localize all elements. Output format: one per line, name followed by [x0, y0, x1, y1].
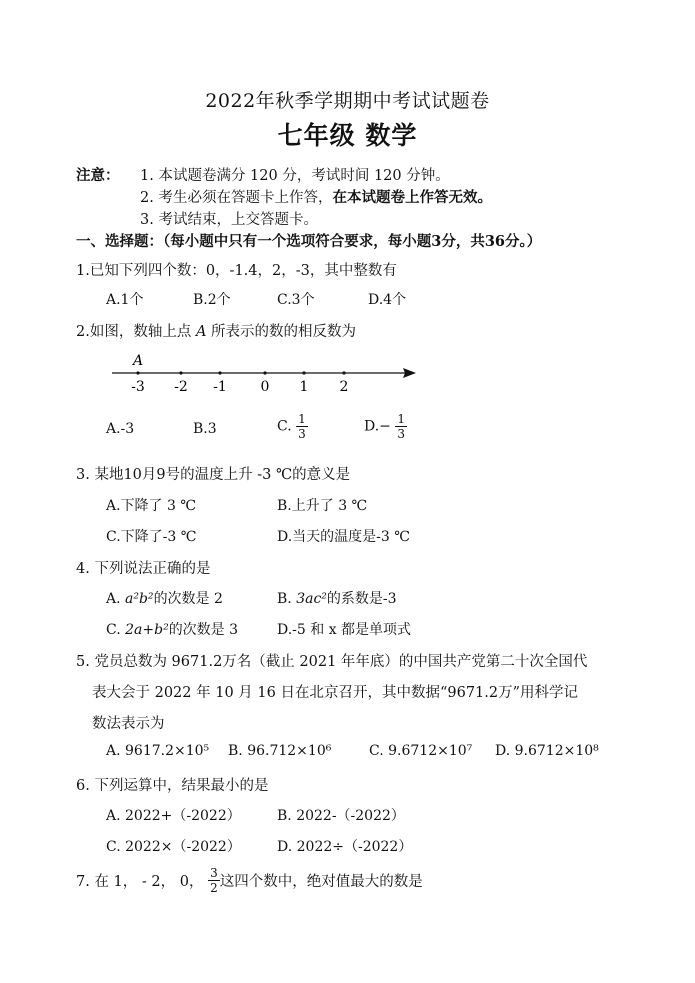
note-2: [140, 186, 492, 207]
q7-stem-pre: 7. 在 1， - 2， 0，: [76, 874, 204, 890]
q2-option-c-label: C.: [277, 418, 292, 435]
q4-c-label: C.: [106, 622, 121, 638]
q5-option-d: D. 9.6712×10⁸: [495, 743, 599, 759]
q2-option-c: [277, 412, 308, 441]
q3-stem: 3. 某地10月9号的温度上升 -3 ℃的意义是: [76, 467, 351, 483]
q3-option-d: D.当天的温度是-3 ℃: [277, 529, 410, 545]
tick-label--2: -2: [174, 379, 188, 395]
q2-c-den: 3: [298, 427, 306, 441]
q2-option-d-fraction: [395, 412, 407, 441]
tick-0: [263, 371, 266, 374]
q4-a-text: 的次数是 2: [153, 591, 223, 607]
tick--2: [179, 371, 182, 374]
q4-a-expr: a²b²: [125, 591, 154, 607]
q4-option-d: D.-5 和 x 都是单项式: [277, 622, 412, 638]
q4-stem: 4. 下列说法正确的是: [76, 561, 211, 577]
q7-frac-den: 2: [210, 881, 218, 895]
q6-option-b: B. 2022-（-2022）: [277, 808, 405, 824]
q3-option-b: B.上升了 3 ℃: [277, 498, 368, 514]
q6-option-c: C. 2022×（-2022）: [106, 839, 241, 855]
q4-a-label: A.: [106, 591, 121, 607]
q1-stem: 1.已知下列四个数：0，-1.4，2，-3，其中整数有: [76, 263, 397, 279]
q4-b-text: 的系数是-3: [326, 591, 397, 607]
q7-stem: [76, 866, 423, 895]
q2-d-den: 3: [397, 427, 405, 441]
q1-option-a: A.1个: [106, 292, 144, 308]
tick-label-0: 0: [260, 379, 270, 395]
q5-option-c: C. 9.6712×10⁷: [369, 743, 473, 759]
q6-stem: 6. 下列运算中，结果最小的是: [76, 778, 269, 794]
q7-fraction: [208, 866, 220, 895]
q4-b-label: B.: [277, 591, 292, 607]
tick-label--1: -1: [213, 379, 227, 395]
q6-option-d: D. 2022÷（-2022）: [277, 839, 413, 855]
tick-label-1: 1: [299, 379, 309, 395]
number-line: [0, 350, 695, 410]
q7-stem-post: 这四个数中，绝对值最大的数是: [219, 874, 423, 890]
q2-option-d: [364, 412, 407, 441]
tick-1: [302, 371, 305, 374]
q4-b-expr: 3ac²: [296, 591, 327, 607]
q1-option-b: B.2个: [193, 292, 231, 308]
q2-stem-post: 所表示的数的相反数为: [206, 324, 357, 340]
note-2-bold: 在本试题卷上作答无效。: [332, 189, 492, 206]
q2-stem-var: A: [195, 324, 207, 340]
q2-stem: [76, 320, 356, 341]
q2-stem-pre: 2.如图，数轴上点: [76, 324, 196, 340]
point-a-label: A: [133, 353, 144, 369]
exam-title: 2022年秋季学期期中考试试题卷: [205, 90, 490, 112]
q2-d-num: 1: [397, 412, 405, 426]
q2-option-a: A.-3: [106, 421, 135, 437]
q3-option-a: A.下降了 3 ℃: [106, 498, 197, 514]
q4-option-c: [106, 619, 238, 639]
tick--3: [136, 371, 139, 374]
section-1-title: 一、选择题：（每小题中只有一个选项符合要求，每小题3分，共36分。）: [76, 233, 542, 250]
q5-option-b: B. 96.712×10⁶: [228, 743, 332, 759]
q5-line-2: 表大会于 2022 年 10 月 16 日在北京召开，其中数据“9671.2万”用科学记: [92, 685, 579, 701]
q4-option-a: [106, 588, 223, 608]
q1-option-c: C.3个: [277, 292, 315, 308]
note-3: 3. 考试结束，上交答题卡。: [140, 212, 318, 228]
exam-subtitle: 七年级 数学: [277, 121, 418, 150]
tick-2: [342, 371, 345, 374]
q2-c-num: 1: [298, 412, 306, 426]
q1-option-d: D.4个: [368, 292, 407, 308]
tick-label-2: 2: [339, 379, 349, 395]
q5-line-3: 数法表示为: [92, 716, 165, 732]
q4-c-expr: 2a+b²: [125, 622, 169, 638]
q2-option-d-label: D.−: [364, 418, 391, 435]
tick--1: [218, 371, 221, 374]
q2-option-b: B.3: [193, 421, 217, 437]
notes-label: 注意：: [76, 167, 120, 184]
note-1: 1. 本试题卷满分 120 分，考试时间 120 分钟。: [140, 168, 450, 184]
q4-c-text: 的次数是 3: [168, 622, 239, 638]
q2-option-c-fraction: [296, 412, 308, 441]
tick-label--3: -3: [131, 379, 145, 395]
q6-option-a: A. 2022+（-2022）: [106, 808, 241, 824]
q5-option-a: A. 9617.2×10⁵: [106, 743, 210, 759]
q4-option-b: [277, 588, 397, 608]
q7-frac-num: 3: [210, 866, 218, 880]
note-2-text: 2. 考生必须在答题卡上作答，: [140, 190, 333, 206]
q3-option-c: C.下降了-3 ℃: [106, 529, 197, 545]
q5-line-1: 5. 党员总数为 9671.2万名（截止 2021 年年底）的中国共产党第二十次全国代: [76, 654, 588, 670]
